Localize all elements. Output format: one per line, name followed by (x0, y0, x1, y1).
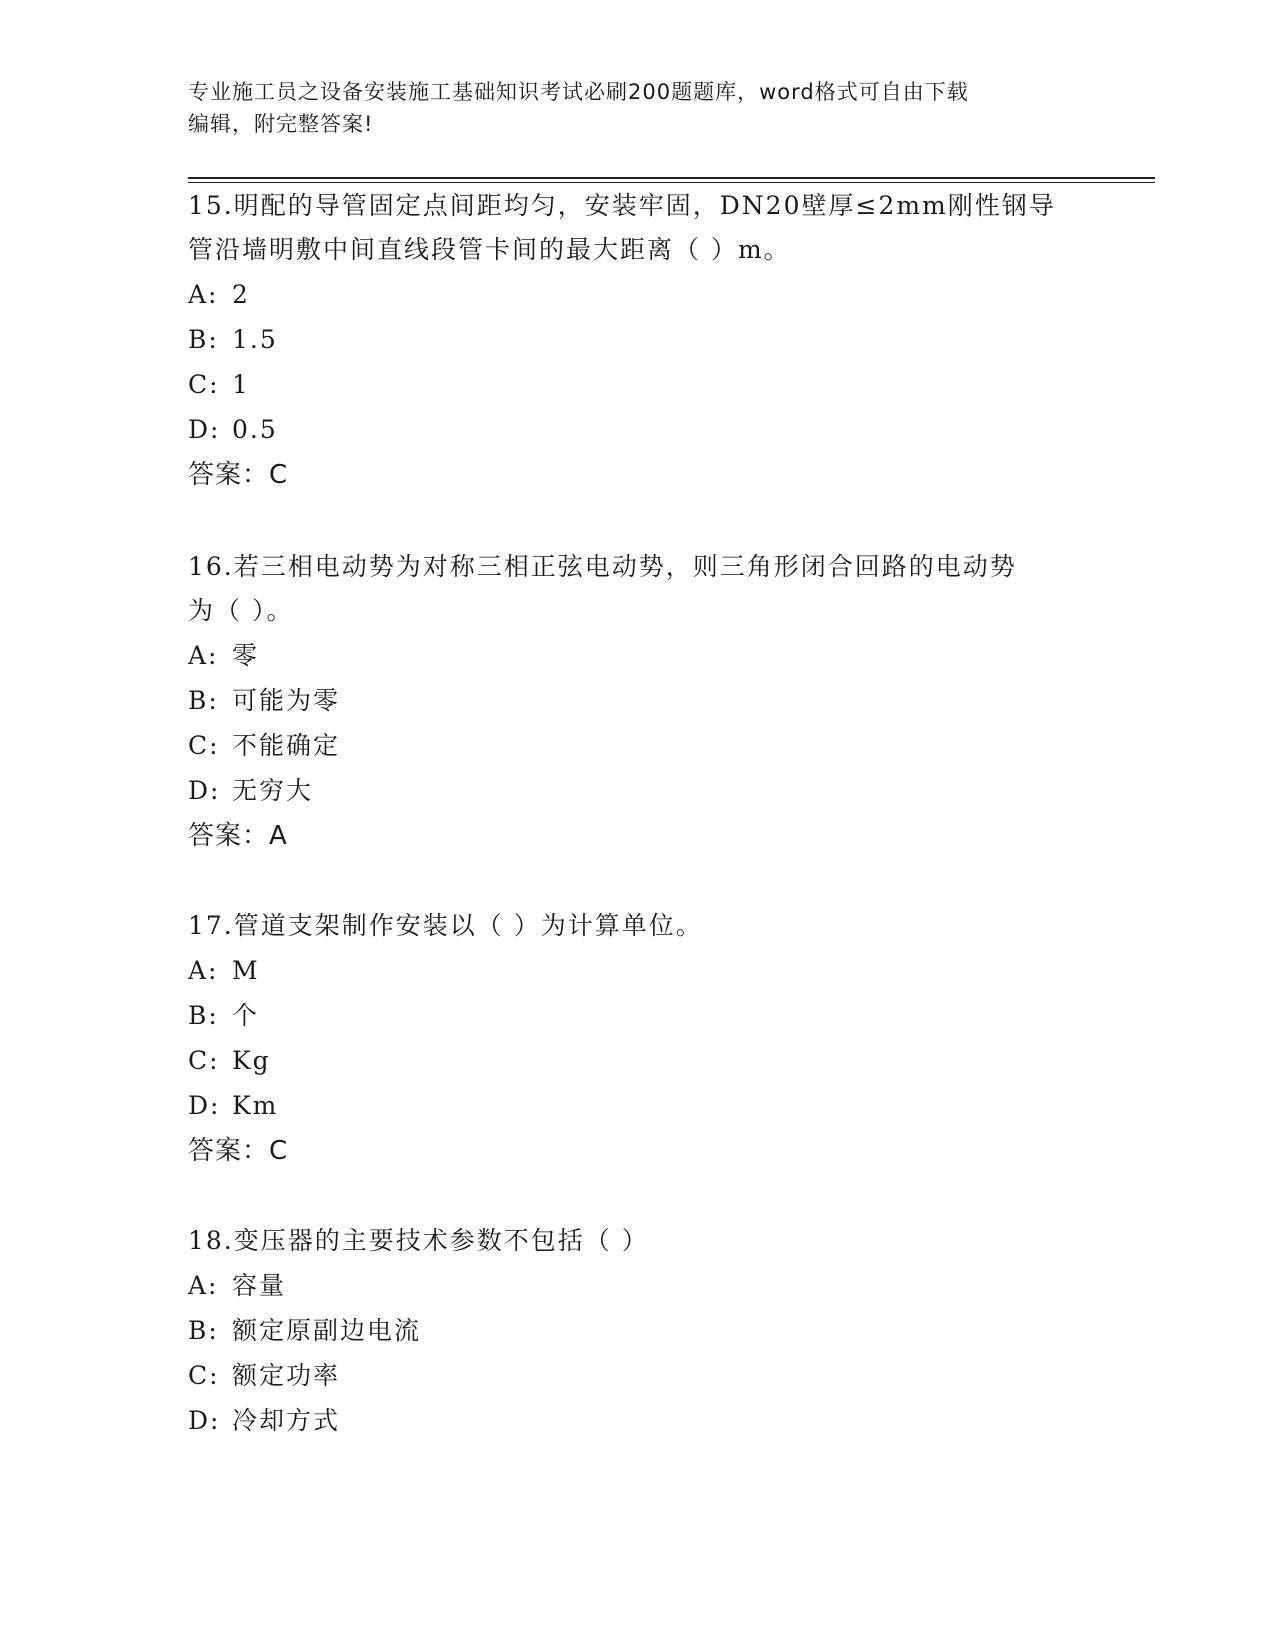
question-stem-line-1: 18.变压器的主要技术参数不包括（ ） (188, 1226, 649, 1255)
option-text: 1.5 (232, 325, 278, 354)
option-key: D: (188, 776, 221, 805)
option-c (188, 362, 1088, 407)
option-key: C: (188, 370, 220, 399)
option-text: 0.5 (232, 415, 278, 444)
option-text: 冷却方式 (232, 1406, 341, 1435)
option-text: 额定功率 (232, 1361, 341, 1390)
option-text: 2 (232, 280, 250, 309)
option-text: 不能确定 (232, 731, 341, 760)
header-divider-thin (188, 182, 1155, 183)
question-stem-line-2: 管沿墙明敷中间直线段管卡间的最大距离（ ）m。 (188, 235, 791, 264)
question-stem-line-1: 16.若三相电动势为对称三相正弦电动势，则三角形闭合回路的电动势 (188, 552, 1017, 581)
option-c (188, 1353, 1088, 1398)
option-key: B: (188, 686, 219, 715)
option-text: 额定原副边电流 (232, 1316, 422, 1345)
option-a (188, 633, 1088, 678)
option-c (188, 1038, 1088, 1083)
option-text: 无穷大 (232, 776, 314, 805)
option-text: 容量 (232, 1271, 287, 1300)
option-key: C: (188, 731, 220, 760)
header-line-2: 编辑，附完整答案! (188, 112, 374, 136)
option-b (188, 678, 1088, 723)
option-key: D: (188, 1406, 221, 1435)
option-key: A: (188, 280, 219, 309)
option-text: Kg (232, 1046, 271, 1075)
option-c (188, 723, 1088, 768)
answer-line: 答案：C (188, 460, 289, 490)
option-text: 可能为零 (232, 686, 341, 715)
question-stem (188, 904, 1068, 948)
option-d (188, 1083, 1088, 1128)
option-a (188, 1263, 1088, 1308)
option-key: D: (188, 415, 221, 444)
option-key: C: (188, 1046, 220, 1075)
question-stem-line-1: 17.管道支架制作安装以（ ）为计算单位。 (188, 911, 703, 940)
option-b (188, 317, 1088, 362)
question-16 (188, 545, 1088, 859)
question-stem (188, 545, 1068, 633)
question-17 (188, 904, 1088, 1174)
option-key: C: (188, 1361, 220, 1390)
header-divider-thick (188, 177, 1155, 179)
option-text: 零 (232, 641, 260, 670)
option-d (188, 768, 1088, 813)
option-a (188, 948, 1088, 993)
option-key: B: (188, 1316, 219, 1345)
option-key: A: (188, 641, 219, 670)
option-b (188, 1308, 1088, 1353)
option-text: 个 (232, 1001, 260, 1030)
answer-line: 答案：A (188, 821, 288, 851)
answer-line: 答案：C (188, 1136, 289, 1166)
option-key: B: (188, 1001, 219, 1030)
question-18 (188, 1219, 1088, 1443)
option-key: A: (188, 956, 219, 985)
option-d (188, 1398, 1088, 1443)
question-stem-line-2: 为（ ）。 (188, 596, 294, 625)
question-15 (188, 184, 1088, 498)
option-key: B: (188, 325, 219, 354)
question-stem (188, 1219, 1068, 1263)
option-b (188, 993, 1088, 1038)
option-a (188, 272, 1088, 317)
question-stem-line-1: 15.明配的导管固定点间距均匀，安装牢固，DN20壁厚≤2mm刚性钢导 (188, 191, 1056, 220)
question-stem (188, 184, 1068, 272)
option-text: 1 (232, 370, 250, 399)
option-text: Km (232, 1091, 279, 1120)
option-text: M (232, 956, 260, 985)
option-d (188, 407, 1088, 452)
option-key: A: (188, 1271, 219, 1300)
header-line-1: 专业施工员之设备安装施工基础知识考试必刷200题题库，word格式可自由下载 (188, 80, 969, 104)
document-header (188, 76, 1068, 140)
option-key: D: (188, 1091, 221, 1120)
